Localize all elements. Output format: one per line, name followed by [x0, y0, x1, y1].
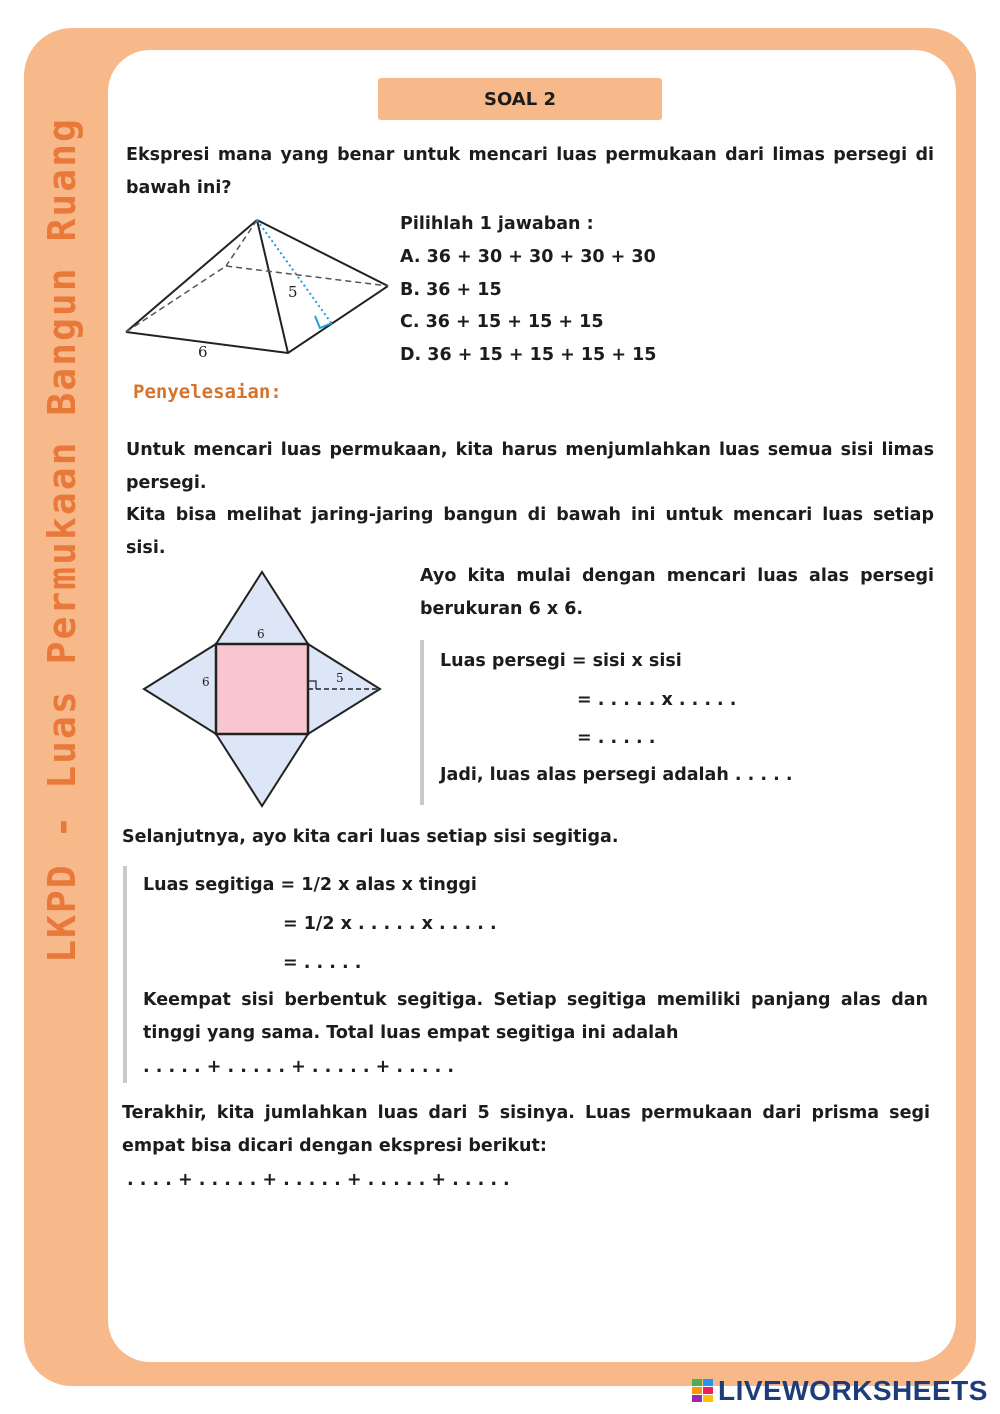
square-intro: Ayo kita mulai dengan mencari luas alas persegi berukuran 6 x 6. — [420, 566, 934, 619]
pyramid-base-front — [126, 286, 388, 353]
net-label-top: 6 — [257, 627, 265, 641]
square-formula: Luas persegi = sisi x sisi — [440, 651, 682, 671]
final-intro: Terakhir, kita jumlahkan luas dari 5 sisinya. Luas permukaan dari prisma segi empat bisa dicari dengan ekspresi berikut: — [122, 1103, 930, 1156]
net-label-right: 5 — [336, 671, 344, 685]
net-triangle-bottom — [216, 734, 308, 806]
option-d[interactable]: D. 36 + 15 + 15 + 15 + 15 — [400, 345, 657, 365]
triangle-intro: Selanjutnya, ayo kita cari luas setiap sisi segitiga. — [122, 827, 619, 847]
triangle-step-1[interactable]: = 1/2 x . . . . . x . . . . . — [283, 914, 497, 934]
solution-heading: Penyelesaian: — [133, 381, 282, 403]
square-step-2[interactable]: = . . . . . — [577, 728, 656, 748]
net-triangle-left — [144, 644, 216, 734]
triangle-step-2[interactable]: = . . . . . — [283, 953, 362, 973]
triangle-formula: Luas segitiga = 1/2 x alas x tinggi — [143, 875, 477, 895]
watermark-text: LIVEWORKSHEETS — [718, 1375, 988, 1406]
watermark — [692, 1375, 988, 1407]
square-quote-bar — [420, 640, 424, 805]
net-label-left: 6 — [202, 675, 210, 689]
triangle-sum[interactable]: . . . . . + . . . . . + . . . . . + . . . . . — [143, 1057, 454, 1077]
pyramid-edge-right — [257, 220, 388, 286]
pyramid-net-figure — [140, 568, 388, 810]
final-expression[interactable]: . . . . + . . . . . + . . . . . + . . . . . + . . . . . — [127, 1170, 510, 1190]
option-a[interactable]: A. 36 + 30 + 30 + 30 + 30 — [400, 247, 656, 267]
options-prompt: Pilihlah 1 jawaban : — [400, 214, 594, 234]
liveworksheets-logo-icon — [692, 1379, 714, 1403]
square-step-1[interactable]: = . . . . . x . . . . . — [577, 690, 737, 710]
triangle-note: Keempat sisi berbentuk segitiga. Setiap segitiga memiliki panjang alas dan tinggi yang sama. Total luas empat segitiga ini adalah — [143, 990, 928, 1043]
triangle-quote-bar — [123, 866, 127, 1083]
question-badge — [378, 78, 662, 120]
badge-label: SOAL 2 — [484, 88, 556, 110]
option-b[interactable]: B. 36 + 15 — [400, 280, 502, 300]
solution-intro: Untuk mencari luas permukaan, kita harus menjumlahkan luas semua sisi limas persegi. — [126, 440, 934, 493]
base-label: 6 — [198, 343, 208, 361]
net-square — [216, 644, 308, 734]
pyramid-figure — [122, 212, 394, 364]
question-text: Ekspresi mana yang benar untuk mencari luas permukaan dari limas persegi di bawah ini? — [126, 145, 934, 198]
side-title: LKPD - Luas Permukaan Bangun Ruang — [40, 117, 84, 963]
pyramid-edge-left — [126, 220, 257, 332]
slant-label: 5 — [288, 283, 298, 301]
net-intro: Kita bisa melihat jaring-jaring bangun di bawah ini untuk mencari luas setiap sisi. — [126, 505, 934, 558]
square-conclusion[interactable]: Jadi, luas alas persegi adalah . . . . . — [440, 765, 793, 785]
option-c[interactable]: C. 36 + 15 + 15 + 15 — [400, 312, 604, 332]
